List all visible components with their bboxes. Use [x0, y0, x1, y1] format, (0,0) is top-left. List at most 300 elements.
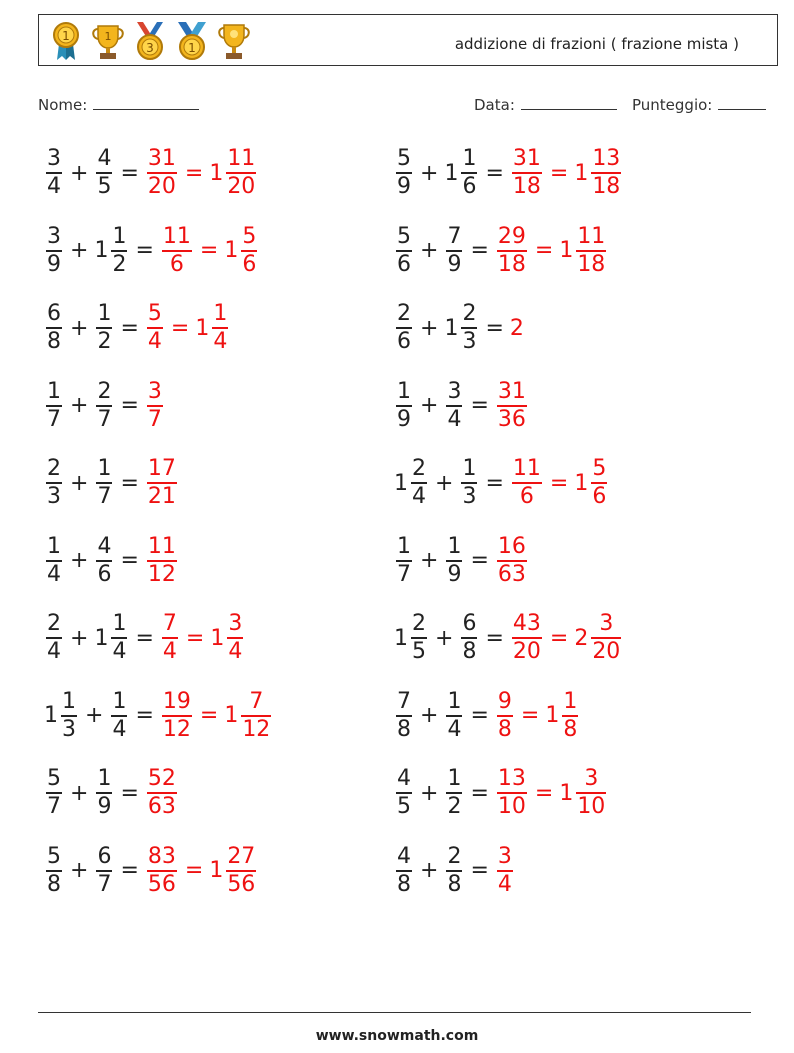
plus-sign: +: [420, 858, 439, 883]
addend-a-numerator: 1: [47, 533, 61, 559]
addend-b-numerator: 2: [447, 843, 462, 869]
answer-mixed-whole: 1: [545, 703, 560, 728]
addend-a-term: [44, 146, 64, 200]
addend-b-term: [109, 689, 129, 743]
answer-mixed-denominator: 12: [242, 716, 271, 742]
addend-b-fraction: [96, 301, 112, 355]
addend-b-numerator: 3: [447, 378, 462, 404]
answer: [145, 534, 179, 588]
addend-a-term: [44, 224, 64, 278]
answer-term: [145, 534, 179, 588]
addend-a-denominator: 4: [412, 484, 426, 509]
addend-a-fraction: [396, 689, 412, 743]
answer-mixed-denominator: 10: [577, 794, 606, 819]
svg-text:1: 1: [188, 41, 196, 55]
plus-sign: +: [70, 160, 89, 186]
answer-mixed-term: [224, 224, 259, 278]
answer-mixed-term: [574, 611, 623, 665]
equals-sign: =: [549, 160, 569, 186]
addend-b-denominator: 9: [97, 794, 112, 819]
addend-a-term: [44, 611, 64, 665]
answer: [145, 146, 258, 200]
answer-mixed-whole: 1: [574, 470, 589, 496]
answer-mixed-whole: 1: [574, 160, 589, 186]
answer-term: [495, 224, 529, 278]
answer-mixed-fraction: [591, 611, 621, 665]
answer-numerator: 29: [497, 223, 526, 249]
answer-fraction: [147, 766, 177, 820]
addend-a-term: [44, 301, 64, 355]
addend-b-numerator: 1: [112, 611, 127, 636]
answer-mixed-numerator: 5: [242, 223, 257, 249]
addend-a-fraction: [46, 766, 62, 820]
trophy-1-icon: [89, 20, 127, 62]
plus-sign: +: [420, 238, 439, 263]
addend-a-numerator: 5: [397, 223, 411, 249]
addend-b-term: [444, 301, 479, 355]
addend-a-whole: 1: [44, 703, 58, 728]
answer-mixed-numerator: 11: [577, 223, 606, 249]
answer-fraction: [512, 456, 542, 510]
answer-numerator: 83: [147, 843, 176, 869]
answer: [145, 301, 230, 355]
addend-b-fraction: [446, 534, 462, 588]
plus-sign: +: [70, 548, 89, 573]
plus-sign: +: [420, 548, 439, 573]
answer-fraction: [147, 534, 177, 588]
problem-3: [44, 221, 259, 281]
plus-sign: +: [420, 393, 439, 418]
addend-a-numerator: 2: [412, 456, 426, 481]
answer-term: [495, 766, 529, 820]
plus-sign: +: [70, 238, 89, 263]
answer-numerator: 43: [512, 611, 541, 636]
plus-sign: +: [70, 780, 89, 806]
medal-1-blue-icon: [173, 20, 211, 62]
answer-numerator: 16: [497, 533, 526, 559]
problem-6: [394, 298, 524, 358]
addend-a-fraction: [46, 224, 62, 278]
answer-fraction: [147, 844, 177, 898]
answer-term: [145, 456, 179, 510]
equals-sign: =: [485, 315, 504, 341]
addend-a-denominator: 3: [47, 484, 61, 509]
answer-fraction: [497, 689, 513, 743]
answer-numerator: 11: [147, 533, 176, 559]
addend-a-denominator: 4: [47, 174, 61, 199]
answer-denominator: 6: [519, 484, 534, 509]
equals-sign: =: [549, 625, 569, 651]
answer-fraction: [497, 379, 527, 433]
problem-16: [394, 686, 580, 746]
equals-sign: =: [185, 625, 205, 651]
addend-b-numerator: 2: [462, 301, 477, 326]
answer-mixed-denominator: 20: [227, 174, 256, 199]
equals-sign: =: [184, 160, 204, 186]
answer-term: [145, 379, 165, 433]
answer-term: [160, 611, 180, 665]
answer-denominator: 56: [147, 871, 176, 897]
equals-sign: =: [470, 858, 489, 883]
addend-b-term: [444, 224, 464, 278]
answer-mixed-whole: 1: [559, 238, 574, 263]
answer-denominator: 21: [147, 484, 176, 509]
footer-divider: [38, 1012, 751, 1013]
addend-a-term: [44, 844, 64, 898]
addend-b-denominator: 6: [97, 561, 112, 587]
answer-mixed-denominator: 4: [228, 639, 243, 664]
equals-sign: =: [470, 393, 489, 418]
addend-b-numerator: 1: [447, 766, 462, 791]
addend-b-fraction: [96, 456, 112, 510]
addend-a-fraction: [396, 224, 412, 278]
answer-term: [510, 611, 544, 665]
answer-numerator: 31: [497, 378, 526, 404]
answer-term: [160, 224, 194, 278]
answer: [145, 456, 179, 510]
addend-a-fraction: [61, 689, 77, 743]
answer: [495, 844, 515, 898]
answer-mixed-whole: 1: [224, 703, 239, 728]
addend-b-fraction: [446, 844, 462, 898]
problem-14: [394, 608, 623, 668]
addend-a-term: [44, 534, 64, 588]
equals-sign: =: [135, 238, 154, 263]
addend-a-term: [394, 766, 414, 820]
addend-a-fraction: [46, 611, 62, 665]
answer: [510, 146, 623, 200]
answer: [145, 379, 165, 433]
equals-sign: =: [170, 315, 190, 341]
addend-b-numerator: 1: [447, 688, 462, 714]
answer-term: [510, 146, 544, 200]
answer-fraction: [512, 146, 542, 200]
answer-denominator: 20: [512, 639, 541, 664]
answer-mixed-fraction: [227, 611, 243, 665]
addend-b-whole: 1: [444, 315, 459, 341]
answer-mixed-denominator: 6: [242, 251, 257, 277]
equals-sign: =: [485, 470, 504, 496]
answer: [495, 766, 608, 820]
equals-sign: =: [199, 238, 219, 263]
addend-a-denominator: 5: [397, 794, 411, 819]
addend-b-fraction: [96, 534, 112, 588]
answer-mixed-denominator: 8: [563, 716, 578, 742]
answer-term: [145, 301, 165, 355]
addend-a-denominator: 9: [397, 174, 411, 199]
equals-sign: =: [470, 703, 489, 728]
plus-sign: +: [70, 625, 89, 651]
addend-b-denominator: 7: [97, 484, 112, 509]
addend-b-denominator: 6: [462, 174, 477, 199]
addend-a-denominator: 8: [47, 871, 61, 897]
addend-a-numerator: 7: [397, 688, 411, 714]
answer-mixed-whole: 1: [195, 315, 210, 341]
addend-b-term: [94, 146, 114, 200]
plus-sign: +: [420, 780, 439, 806]
addend-a-numerator: 1: [397, 378, 411, 404]
addend-b-fraction: [96, 844, 112, 898]
addend-b-numerator: 4: [97, 533, 112, 559]
answer-numerator: 5: [147, 301, 162, 326]
answer-fraction: [147, 456, 177, 510]
addend-b-denominator: 7: [97, 406, 112, 432]
addend-b-term: [94, 301, 114, 355]
equals-sign: =: [120, 315, 139, 341]
score-field: [632, 94, 766, 114]
answer: [160, 224, 259, 278]
name-field: [38, 94, 199, 114]
addend-b-numerator: 1: [462, 456, 477, 481]
answer-mixed-term: [574, 146, 623, 200]
addend-b-numerator: 1: [97, 766, 112, 791]
addend-a-numerator: 1: [62, 688, 76, 714]
answer-denominator: 18: [512, 174, 541, 199]
addend-b-numerator: 1: [462, 146, 477, 171]
addend-b-term: [94, 224, 129, 278]
answer: [145, 766, 179, 820]
answer: [495, 224, 608, 278]
addend-a-whole: 1: [394, 625, 408, 651]
answer-denominator: 10: [497, 794, 526, 819]
problem-13: [44, 608, 245, 668]
addend-a-term: [394, 534, 414, 588]
addend-a-fraction: [396, 146, 412, 200]
addend-a-denominator: 4: [47, 561, 61, 587]
addend-b-denominator: 9: [447, 251, 462, 277]
addend-a-denominator: 7: [47, 406, 61, 432]
addend-b-fraction: [96, 379, 112, 433]
addend-a-denominator: 5: [412, 639, 426, 664]
answer-mixed-numerator: 1: [213, 301, 228, 326]
answer-numerator: 31: [512, 146, 541, 171]
answer: [495, 534, 529, 588]
addend-a-denominator: 8: [47, 329, 61, 354]
problem-4: [394, 221, 608, 281]
answer: [510, 316, 524, 341]
addend-b-fraction: [446, 689, 462, 743]
problem-15: [44, 686, 273, 746]
answer-mixed-denominator: 4: [213, 329, 228, 354]
addend-b-fraction: [461, 611, 477, 665]
answer-mixed-fraction: [591, 456, 607, 510]
addend-b-term: [459, 611, 479, 665]
problem-19: [44, 841, 258, 901]
answer-numerator: 52: [147, 766, 176, 791]
addend-b-denominator: 8: [447, 871, 462, 897]
addend-a-fraction: [396, 379, 412, 433]
answer-mixed-fraction: [226, 146, 256, 200]
answer-mixed-fraction: [212, 301, 228, 355]
answer-mixed-term: [209, 146, 258, 200]
answer-term: [160, 689, 194, 743]
addend-a-numerator: 1: [47, 378, 61, 404]
addend-b-term: [94, 611, 129, 665]
answer-mixed-fraction: [591, 146, 621, 200]
addend-b-fraction: [111, 224, 127, 278]
addend-b-fraction: [111, 611, 127, 665]
addend-a-numerator: 5: [47, 766, 61, 791]
equals-sign: =: [135, 703, 154, 728]
answer-fraction: [497, 534, 527, 588]
plus-sign: +: [420, 160, 439, 186]
answer-mixed-numerator: 27: [227, 843, 256, 869]
answer-fraction: [162, 689, 192, 743]
addend-b-numerator: 1: [447, 533, 462, 559]
addend-a-denominator: 8: [397, 716, 411, 742]
equals-sign: =: [120, 160, 139, 186]
answer-denominator: 63: [147, 794, 176, 819]
addend-a-denominator: 6: [397, 329, 411, 354]
addend-a-denominator: 7: [397, 561, 411, 587]
equals-sign: =: [470, 238, 489, 263]
addend-a-numerator: 1: [397, 533, 411, 559]
problem-20: [394, 841, 515, 901]
addend-a-numerator: 2: [47, 611, 61, 636]
addend-a-term: [44, 689, 79, 743]
addend-b-fraction: [446, 766, 462, 820]
answer: [145, 844, 258, 898]
answer-mixed-term: [559, 766, 608, 820]
addend-b-term: [94, 766, 114, 820]
answer-term: [495, 844, 515, 898]
equals-sign: =: [549, 470, 569, 496]
equals-sign: =: [199, 703, 219, 728]
addend-b-denominator: 2: [112, 251, 127, 277]
problem-12: [394, 531, 529, 591]
answer-denominator: 8: [497, 716, 512, 742]
equals-sign: =: [470, 780, 489, 806]
addend-a-fraction: [411, 611, 427, 665]
equals-sign: =: [184, 858, 204, 883]
answer-mixed-numerator: 1: [563, 688, 578, 714]
addend-a-fraction: [46, 301, 62, 355]
addend-b-term: [444, 689, 464, 743]
answer-mixed-numerator: 13: [592, 146, 621, 171]
equals-sign: =: [470, 548, 489, 573]
problem-18: [394, 763, 608, 823]
addend-b-denominator: 7: [97, 871, 112, 897]
answer-mixed-whole: 1: [224, 238, 239, 263]
addend-b-fraction: [461, 301, 477, 355]
answer-term: [495, 379, 529, 433]
addend-a-numerator: 6: [47, 301, 61, 326]
answer-term: [510, 456, 544, 510]
answer-mixed-numerator: 3: [599, 611, 614, 636]
answer-numerator: 31: [147, 146, 176, 171]
addend-b-numerator: 7: [447, 223, 462, 249]
addend-b-numerator: 1: [97, 301, 112, 326]
svg-text:1: 1: [104, 30, 112, 43]
addend-b-denominator: 4: [447, 716, 462, 742]
answer-mixed-fraction: [576, 766, 606, 820]
addend-b-term: [444, 534, 464, 588]
addend-a-term: [394, 301, 414, 355]
answer-mixed-numerator: 5: [592, 456, 607, 481]
problem-11: [44, 531, 179, 591]
answer-mixed-denominator: 56: [227, 871, 256, 897]
addend-a-term: [44, 456, 64, 510]
answer-term: [145, 146, 179, 200]
problem-17: [44, 763, 179, 823]
answer-numerator: 11: [162, 223, 191, 249]
problem-8: [394, 376, 529, 436]
answer-fraction: [497, 844, 513, 898]
plus-sign: +: [70, 470, 89, 496]
problem-9: [44, 453, 179, 513]
answer-denominator: 4: [147, 329, 162, 354]
addend-b-denominator: 3: [462, 484, 477, 509]
medal-row: [47, 20, 253, 62]
equals-sign: =: [120, 548, 139, 573]
addend-a-numerator: 5: [47, 843, 61, 869]
answer-mixed-whole: 1: [210, 625, 225, 651]
addend-b-numerator: 1: [112, 688, 127, 714]
addend-a-fraction: [396, 301, 412, 355]
answer-denominator: 4: [162, 639, 177, 664]
answer: [510, 611, 623, 665]
answer-mixed-term: [209, 844, 258, 898]
addend-a-numerator: 4: [397, 766, 411, 791]
equals-sign: =: [120, 470, 139, 496]
addend-b-term: [94, 844, 114, 898]
answer-denominator: 4: [497, 871, 512, 897]
equals-sign: =: [120, 858, 139, 883]
answer-mixed-whole: 1: [559, 780, 574, 806]
addend-b-fraction: [111, 689, 127, 743]
addend-a-numerator: 2: [412, 611, 426, 636]
addend-a-whole: 1: [394, 470, 408, 496]
equals-sign: =: [120, 393, 139, 418]
plus-sign: +: [70, 858, 89, 883]
answer-mixed-denominator: 18: [577, 251, 606, 277]
answer-fraction: [497, 766, 527, 820]
addend-b-denominator: 5: [97, 174, 112, 199]
problem-2: [394, 143, 623, 203]
plus-sign: +: [435, 625, 454, 651]
date-field: [474, 94, 617, 114]
addend-b-term: [444, 146, 479, 200]
answer-mixed-term: [559, 224, 608, 278]
answer-mixed-term: [545, 689, 580, 743]
addend-a-fraction: [46, 534, 62, 588]
addend-a-term: [394, 689, 414, 743]
addend-b-denominator: 9: [447, 561, 462, 587]
addend-a-term: [394, 844, 414, 898]
addend-a-fraction: [46, 844, 62, 898]
addend-a-denominator: 3: [62, 716, 76, 742]
answer: [510, 456, 609, 510]
addend-b-fraction: [446, 224, 462, 278]
addend-b-fraction: [461, 456, 477, 510]
addend-b-denominator: 4: [112, 639, 127, 664]
addend-b-denominator: 2: [447, 794, 462, 819]
addend-b-numerator: 6: [97, 843, 112, 869]
answer-mixed-fraction: [562, 689, 578, 743]
answer-mixed-whole: 1: [209, 160, 224, 186]
answer: [160, 611, 245, 665]
answer-term: [145, 766, 179, 820]
answer-fraction: [512, 611, 542, 665]
problem-7: [44, 376, 165, 436]
medal-1-icon: [47, 20, 85, 62]
answer-numerator: 17: [147, 456, 176, 481]
addend-b-term: [459, 456, 479, 510]
trophy-icon: [215, 20, 253, 62]
answer-mixed-numerator: 11: [227, 146, 256, 171]
answer: [160, 689, 273, 743]
answer-mixed-denominator: 20: [592, 639, 621, 664]
